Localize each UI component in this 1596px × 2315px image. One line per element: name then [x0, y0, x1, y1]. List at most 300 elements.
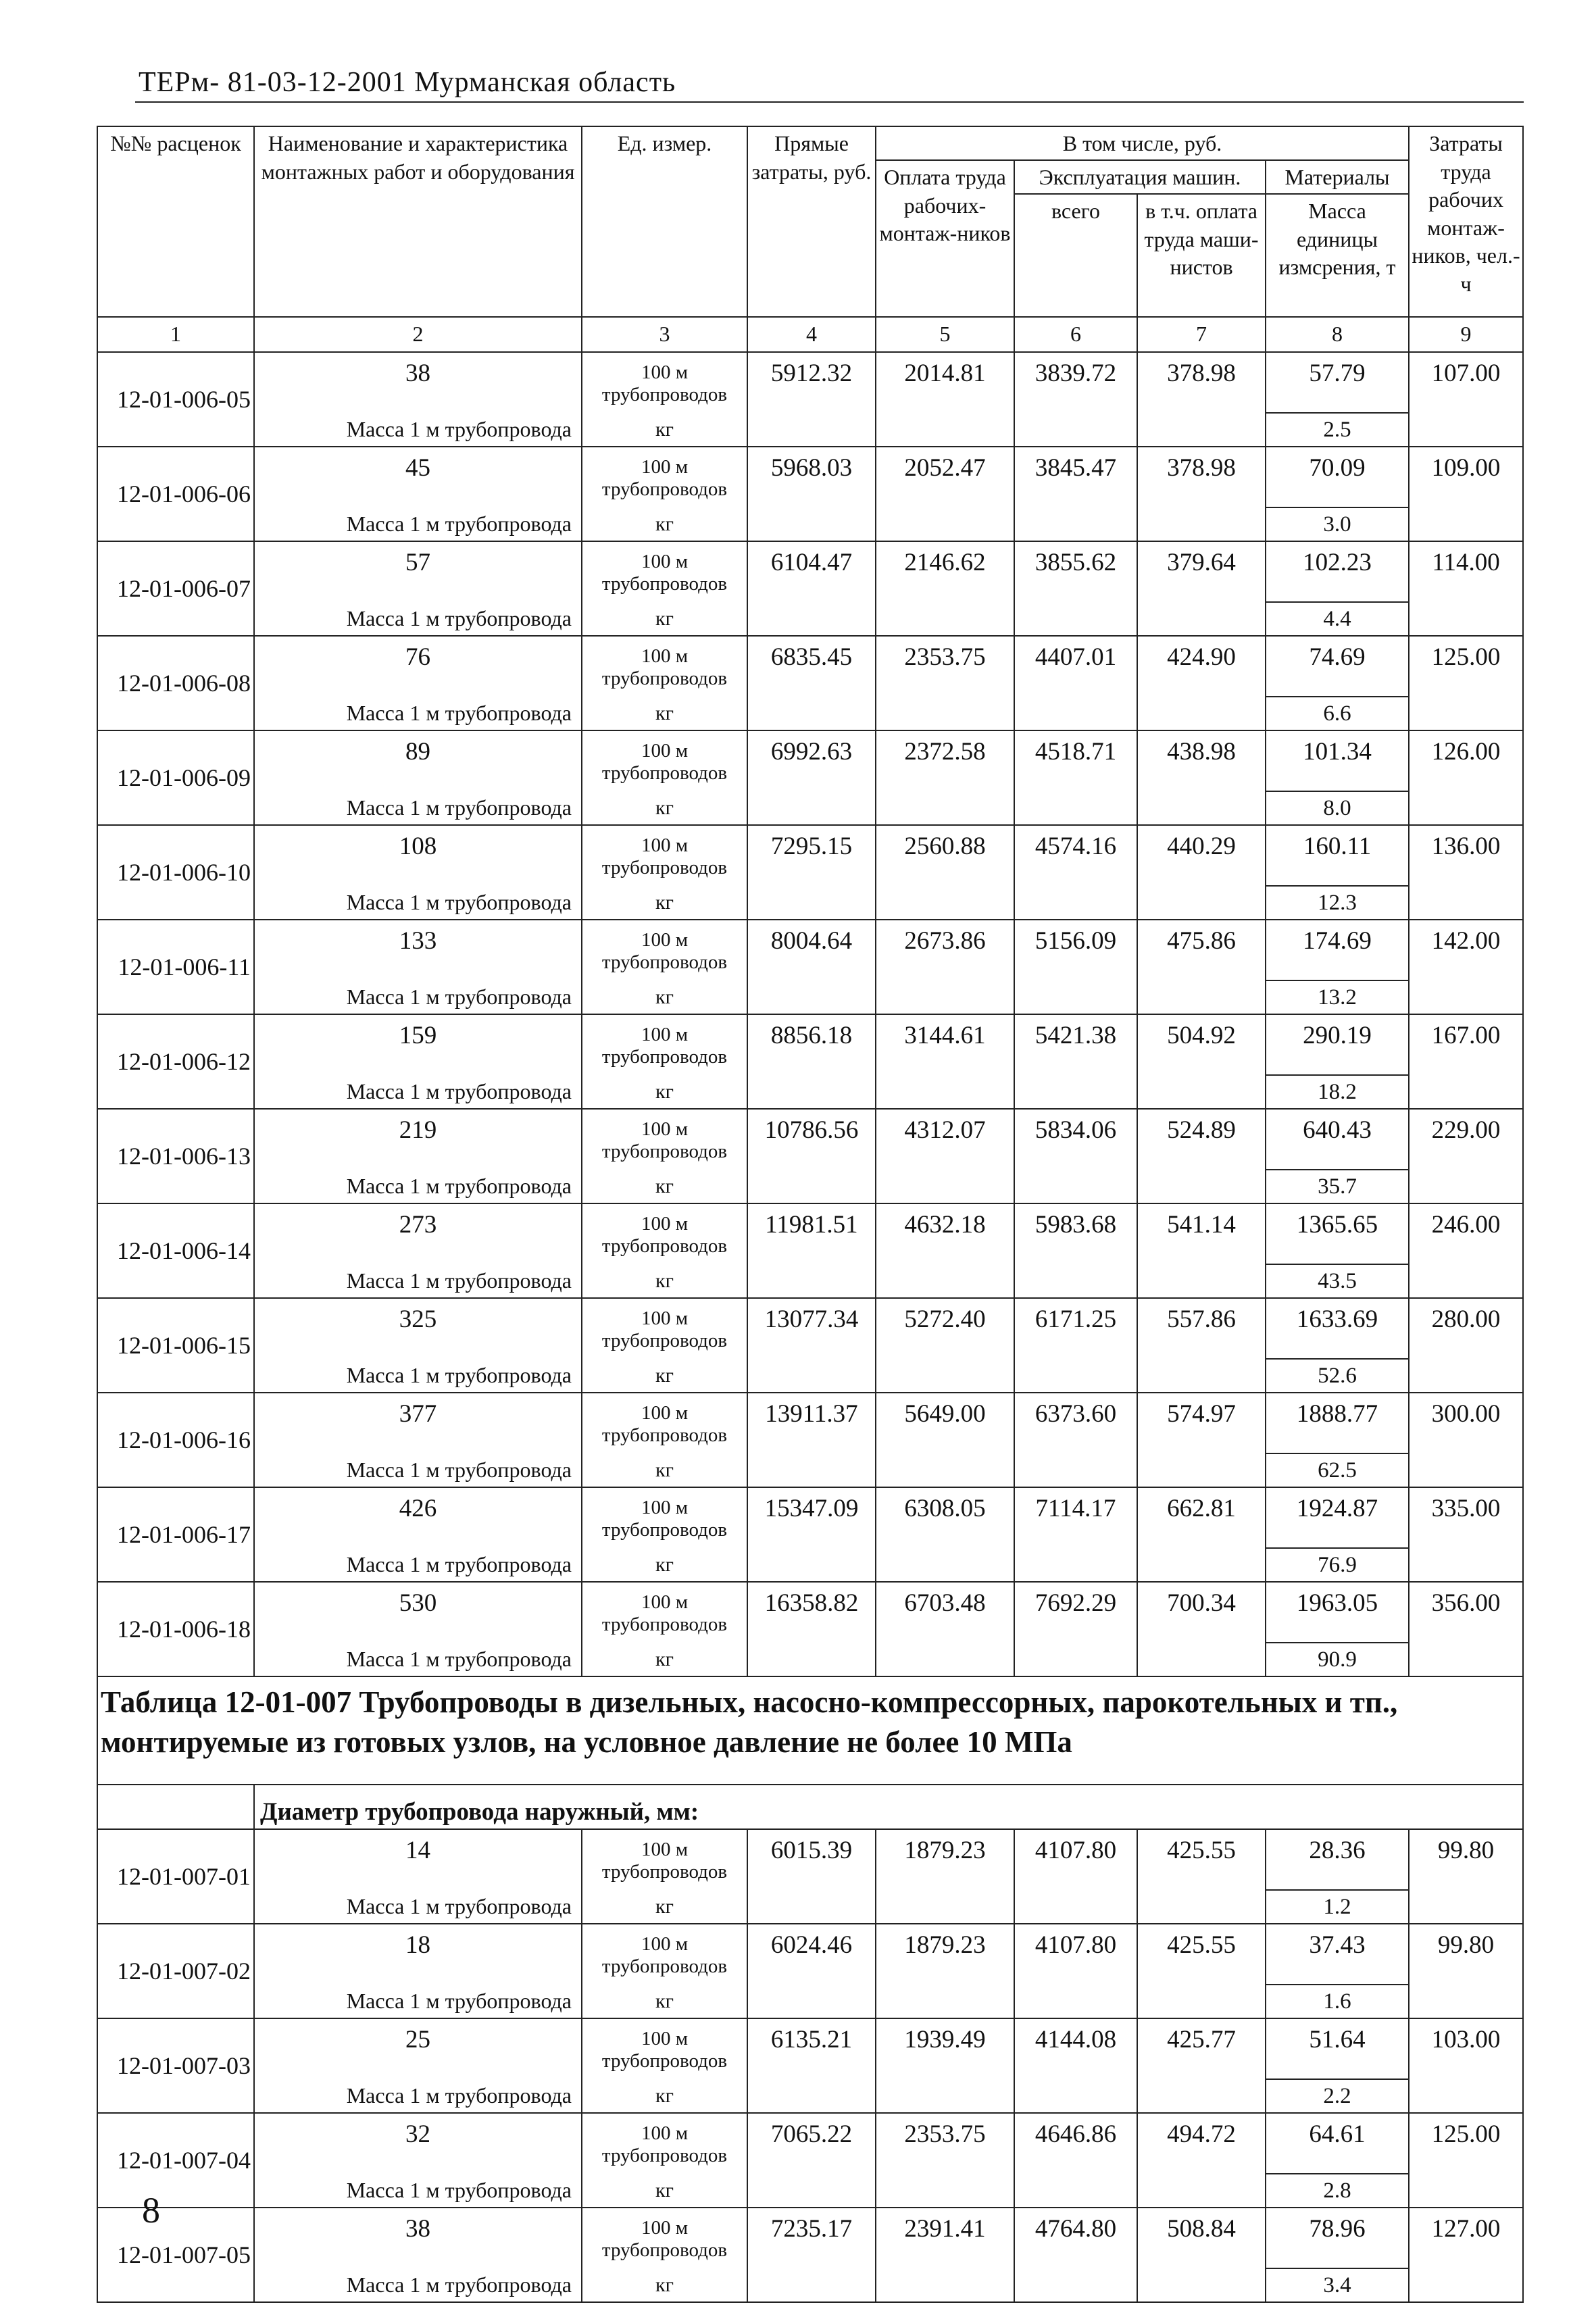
rate-code: 12-01-007-01: [97, 1829, 254, 1924]
pipe-diameter: 219: [254, 1109, 582, 1170]
unit-cell: 100 м трубопроводов: [582, 352, 747, 413]
pipe-mass: 3.0: [1266, 507, 1409, 541]
mass-label: Масса 1 м трубопровода: [254, 1548, 582, 1582]
hours-blank: [1409, 1359, 1523, 1393]
mass-unit: кг: [582, 507, 747, 541]
machines-total: 4518.71: [1014, 730, 1137, 791]
machines-total: 5421.38: [1014, 1014, 1137, 1075]
pipe-mass: 3.4: [1266, 2268, 1409, 2302]
labor-blank: [876, 1890, 1014, 1924]
pipe-diameter: 377: [254, 1393, 582, 1453]
machinist-blank: [1137, 980, 1266, 1014]
col-header-labor-pay: Оплата труда рабочих-монтаж-ников: [876, 160, 1014, 317]
direct-blank: [747, 886, 876, 920]
mass-row: [97, 1359, 1523, 1393]
pipe-diameter: 89: [254, 730, 582, 791]
col-header-code: №№ расценок: [97, 126, 254, 317]
materials-cost: 1924.87: [1266, 1487, 1409, 1548]
labor-hours: 246.00: [1409, 1203, 1523, 1264]
mass-label: Масса 1 м трубопровода: [254, 602, 582, 636]
labor-blank: [876, 507, 1014, 541]
materials-cost: 64.61: [1266, 2113, 1409, 2174]
rate-code: 12-01-007-02: [97, 1924, 254, 2018]
machinist-pay: 541.14: [1137, 1203, 1266, 1264]
rate-code: 12-01-006-12: [97, 1014, 254, 1109]
direct-cost: 6015.39: [747, 1829, 876, 1890]
rate-row: [97, 1014, 1523, 1075]
labor-hours: 109.00: [1409, 447, 1523, 507]
machinist-pay: 425.77: [1137, 2018, 1266, 2079]
hours-blank: [1409, 2174, 1523, 2208]
materials-cost: 290.19: [1266, 1014, 1409, 1075]
direct-blank: [747, 602, 876, 636]
mass-label: Масса 1 м трубопровода: [254, 1359, 582, 1393]
mass-unit: кг: [582, 1264, 747, 1298]
mass-label: Масса 1 м трубопровода: [254, 980, 582, 1014]
page-number: 8: [142, 2190, 160, 2231]
machinist-pay: 504.92: [1137, 1014, 1266, 1075]
machinist-pay: 425.55: [1137, 1924, 1266, 1985]
direct-cost: 15347.09: [747, 1487, 876, 1548]
column-numbers-row: [97, 317, 1523, 352]
mass-label: Масса 1 м трубопровода: [254, 1170, 582, 1203]
direct-cost: 6135.21: [747, 2018, 876, 2079]
machinist-pay: 378.98: [1137, 447, 1266, 507]
labor-pay: 2014.81: [876, 352, 1014, 413]
labor-pay: 5272.40: [876, 1298, 1014, 1359]
pipe-mass: 43.5: [1266, 1264, 1409, 1298]
machines-total: 7692.29: [1014, 1582, 1137, 1643]
labor-blank: [876, 413, 1014, 447]
unit-cell: 100 м трубопроводов: [582, 1582, 747, 1643]
pipe-diameter: 325: [254, 1298, 582, 1359]
mass-label: Масса 1 м трубопровода: [254, 507, 582, 541]
pipe-diameter: 159: [254, 1014, 582, 1075]
pipe-diameter: 25: [254, 2018, 582, 2079]
mass-row: [97, 1264, 1523, 1298]
rate-row: [97, 1109, 1523, 1170]
machinist-blank: [1137, 507, 1266, 541]
hours-blank: [1409, 1985, 1523, 2018]
hours-blank: [1409, 1264, 1523, 1298]
pipe-mass: 2.5: [1266, 413, 1409, 447]
direct-blank: [747, 1264, 876, 1298]
machinist-blank: [1137, 2174, 1266, 2208]
labor-hours: 356.00: [1409, 1582, 1523, 1643]
hours-blank: [1409, 1890, 1523, 1924]
rate-code: 12-01-006-07: [97, 541, 254, 636]
col-header-direct: Прямые затраты, руб.: [747, 126, 876, 317]
rate-row: [97, 352, 1523, 413]
machines-total: 4107.80: [1014, 1924, 1137, 1985]
materials-cost: 74.69: [1266, 636, 1409, 697]
labor-pay: 2372.58: [876, 730, 1014, 791]
rate-row: [97, 636, 1523, 697]
mass-row: [97, 980, 1523, 1014]
mass-unit: кг: [582, 791, 747, 825]
materials-cost: 102.23: [1266, 541, 1409, 602]
direct-cost: 13911.37: [747, 1393, 876, 1453]
materials-cost: 101.34: [1266, 730, 1409, 791]
direct-cost: 5968.03: [747, 447, 876, 507]
pipe-diameter: 530: [254, 1582, 582, 1643]
machinist-blank: [1137, 1075, 1266, 1109]
pipe-mass: 1.2: [1266, 1890, 1409, 1924]
mass-label: Масса 1 м трубопровода: [254, 886, 582, 920]
col-header-labor-hours: Затраты труда рабочих монтаж-ников, чел.-ч: [1409, 126, 1523, 317]
direct-cost: 11981.51: [747, 1203, 876, 1264]
labor-pay: 4312.07: [876, 1109, 1014, 1170]
direct-blank: [747, 791, 876, 825]
materials-cost: 70.09: [1266, 447, 1409, 507]
direct-blank: [747, 507, 876, 541]
unit-cell: 100 м трубопроводов: [582, 447, 747, 507]
machines-blank: [1014, 413, 1137, 447]
labor-hours: 280.00: [1409, 1298, 1523, 1359]
mass-unit: кг: [582, 980, 747, 1014]
mass-label: Масса 1 м трубопровода: [254, 1075, 582, 1109]
materials-cost: 1365.65: [1266, 1203, 1409, 1264]
labor-pay: 4632.18: [876, 1203, 1014, 1264]
machinist-pay: 524.89: [1137, 1109, 1266, 1170]
mass-row: [97, 1985, 1523, 2018]
unit-cell: 100 м трубопроводов: [582, 1487, 747, 1548]
direct-cost: 6104.47: [747, 541, 876, 602]
col-header-machines: Эксплуатация машин.: [1014, 160, 1266, 194]
rate-code: 12-01-006-17: [97, 1487, 254, 1582]
pipe-mass: 35.7: [1266, 1170, 1409, 1203]
machinist-blank: [1137, 2268, 1266, 2302]
mass-unit: кг: [582, 1075, 747, 1109]
column-number: 2: [254, 317, 582, 352]
direct-blank: [747, 1170, 876, 1203]
direct-cost: 8004.64: [747, 920, 876, 980]
pipe-mass: 52.6: [1266, 1359, 1409, 1393]
labor-hours: 300.00: [1409, 1393, 1523, 1453]
labor-blank: [876, 1359, 1014, 1393]
unit-cell: 100 м трубопроводов: [582, 2208, 747, 2268]
column-number: 5: [876, 317, 1014, 352]
machinist-blank: [1137, 1359, 1266, 1393]
machinist-pay: 508.84: [1137, 2208, 1266, 2268]
rate-row: [97, 1487, 1523, 1548]
rate-row: [97, 2018, 1523, 2079]
mass-label: Масса 1 м трубопровода: [254, 2174, 582, 2208]
direct-blank: [747, 1075, 876, 1109]
rate-row: [97, 1298, 1523, 1359]
pipe-diameter: 45: [254, 447, 582, 507]
mass-label: Масса 1 м трубопровода: [254, 1890, 582, 1924]
unit-cell: 100 м трубопроводов: [582, 1829, 747, 1890]
labor-blank: [876, 1548, 1014, 1582]
labor-pay: 3144.61: [876, 1014, 1014, 1075]
rate-code: 12-01-006-11: [97, 920, 254, 1014]
pipe-diameter: 57: [254, 541, 582, 602]
diameter-header-row: [97, 1785, 1523, 1829]
direct-blank: [747, 980, 876, 1014]
pipe-mass: 1.6: [1266, 1985, 1409, 2018]
rate-code: 12-01-007-05: [97, 2208, 254, 2302]
rate-code: 12-01-006-13: [97, 1109, 254, 1203]
hours-blank: [1409, 1453, 1523, 1487]
rate-row: [97, 730, 1523, 791]
rate-code: 12-01-007-04: [97, 2113, 254, 2208]
materials-cost: 78.96: [1266, 2208, 1409, 2268]
rate-code: 12-01-007-03: [97, 2018, 254, 2113]
labor-pay: 1879.23: [876, 1924, 1014, 1985]
labor-blank: [876, 2268, 1014, 2302]
mass-unit: кг: [582, 1359, 747, 1393]
hours-blank: [1409, 697, 1523, 730]
machinist-blank: [1137, 791, 1266, 825]
machines-blank: [1014, 1170, 1137, 1203]
rate-row: [97, 1924, 1523, 1985]
rate-code: 12-01-006-15: [97, 1298, 254, 1393]
mass-unit: кг: [582, 886, 747, 920]
labor-blank: [876, 1264, 1014, 1298]
mass-unit: кг: [582, 2174, 747, 2208]
labor-blank: [876, 2174, 1014, 2208]
direct-blank: [747, 413, 876, 447]
unit-cell: 100 м трубопроводов: [582, 1203, 747, 1264]
labor-blank: [876, 791, 1014, 825]
machines-blank: [1014, 1264, 1137, 1298]
mass-label: Масса 1 м трубопровода: [254, 1264, 582, 1298]
rate-row: [97, 1393, 1523, 1453]
machines-blank: [1014, 2079, 1137, 2113]
machines-total: 4764.80: [1014, 2208, 1137, 2268]
mass-row: [97, 507, 1523, 541]
mass-label: Масса 1 м трубопровода: [254, 2268, 582, 2302]
machinist-blank: [1137, 2079, 1266, 2113]
mass-row: [97, 1643, 1523, 1676]
machinist-pay: 574.97: [1137, 1393, 1266, 1453]
direct-blank: [747, 1548, 876, 1582]
mass-unit: кг: [582, 1170, 747, 1203]
machines-total: 7114.17: [1014, 1487, 1137, 1548]
rate-row: [97, 2113, 1523, 2174]
machines-total: 4646.86: [1014, 2113, 1137, 2174]
labor-pay: 2353.75: [876, 636, 1014, 697]
labor-blank: [876, 1453, 1014, 1487]
hours-blank: [1409, 2268, 1523, 2302]
machinist-blank: [1137, 1453, 1266, 1487]
machinist-pay: 440.29: [1137, 825, 1266, 886]
machines-total: 6373.60: [1014, 1393, 1137, 1453]
labor-pay: 1879.23: [876, 1829, 1014, 1890]
labor-hours: 126.00: [1409, 730, 1523, 791]
materials-cost: 174.69: [1266, 920, 1409, 980]
labor-blank: [876, 1643, 1014, 1676]
unit-cell: 100 м трубопроводов: [582, 1924, 747, 1985]
mass-unit: кг: [582, 413, 747, 447]
unit-cell: 100 м трубопроводов: [582, 1298, 747, 1359]
direct-cost: 5912.32: [747, 352, 876, 413]
diameter-header: Диаметр трубопровода наружный, мм:: [254, 1785, 1523, 1829]
machines-blank: [1014, 2174, 1137, 2208]
machinist-pay: 475.86: [1137, 920, 1266, 980]
machinist-blank: [1137, 602, 1266, 636]
hours-blank: [1409, 1643, 1523, 1676]
direct-blank: [747, 1359, 876, 1393]
unit-cell: 100 м трубопроводов: [582, 541, 747, 602]
machines-blank: [1014, 602, 1137, 636]
materials-cost: 51.64: [1266, 2018, 1409, 2079]
machinist-blank: [1137, 1890, 1266, 1924]
hours-blank: [1409, 2079, 1523, 2113]
pipe-mass: 18.2: [1266, 1075, 1409, 1109]
column-number: 6: [1014, 317, 1137, 352]
mass-row: [97, 2174, 1523, 2208]
materials-cost: 640.43: [1266, 1109, 1409, 1170]
column-number: 9: [1409, 317, 1523, 352]
mass-row: [97, 2268, 1523, 2302]
mass-row: [97, 1075, 1523, 1109]
direct-cost: 6992.63: [747, 730, 876, 791]
machines-blank: [1014, 697, 1137, 730]
labor-hours: 125.00: [1409, 636, 1523, 697]
direct-blank: [747, 1453, 876, 1487]
machines-blank: [1014, 1890, 1137, 1924]
pipe-diameter: 426: [254, 1487, 582, 1548]
direct-blank: [747, 2079, 876, 2113]
mass-row: [97, 1548, 1523, 1582]
rate-row: [97, 1829, 1523, 1890]
labor-hours: 114.00: [1409, 541, 1523, 602]
materials-cost: 37.43: [1266, 1924, 1409, 1985]
mass-unit: кг: [582, 1453, 747, 1487]
machinist-blank: [1137, 1264, 1266, 1298]
unit-cell: 100 м трубопроводов: [582, 636, 747, 697]
pipe-mass: 6.6: [1266, 697, 1409, 730]
machines-total: 5834.06: [1014, 1109, 1137, 1170]
column-number: 7: [1137, 317, 1266, 352]
mass-row: [97, 886, 1523, 920]
machines-blank: [1014, 980, 1137, 1014]
unit-cell: 100 м трубопроводов: [582, 920, 747, 980]
mass-row: [97, 413, 1523, 447]
rate-code: 12-01-006-16: [97, 1393, 254, 1487]
hours-blank: [1409, 886, 1523, 920]
unit-cell: 100 м трубопроводов: [582, 1109, 747, 1170]
col-header-name: Наименование и характеристика монтажных работ и оборудования: [254, 126, 582, 317]
rate-code: 12-01-006-10: [97, 825, 254, 920]
direct-blank: [747, 1890, 876, 1924]
machines-blank: [1014, 2268, 1137, 2302]
labor-blank: [876, 1075, 1014, 1109]
pipe-diameter: 18: [254, 1924, 582, 1985]
rate-row: [97, 447, 1523, 507]
unit-cell: 100 м трубопроводов: [582, 730, 747, 791]
rate-code: 12-01-006-09: [97, 730, 254, 825]
direct-blank: [747, 2268, 876, 2302]
labor-pay: 2052.47: [876, 447, 1014, 507]
pipe-mass: 13.2: [1266, 980, 1409, 1014]
rates-table: [97, 126, 1524, 2303]
rate-code: 12-01-006-06: [97, 447, 254, 541]
pipe-mass: 4.4: [1266, 602, 1409, 636]
direct-blank: [747, 2174, 876, 2208]
direct-blank: [747, 1643, 876, 1676]
labor-blank: [876, 1985, 1014, 2018]
hours-blank: [1409, 980, 1523, 1014]
machines-blank: [1014, 1643, 1137, 1676]
col-header-unit: Ед. измер.: [582, 126, 747, 317]
hours-blank: [1409, 1170, 1523, 1203]
materials-cost: 1888.77: [1266, 1393, 1409, 1453]
rate-row: [97, 2208, 1523, 2268]
mass-unit: кг: [582, 1643, 747, 1676]
machines-blank: [1014, 791, 1137, 825]
rate-row: [97, 1203, 1523, 1264]
direct-cost: 6024.46: [747, 1924, 876, 1985]
col-header-including: В том числе, руб.: [876, 126, 1409, 160]
col-header-machines-total: всего: [1014, 194, 1137, 317]
machinist-pay: 425.55: [1137, 1829, 1266, 1890]
pipe-diameter: 108: [254, 825, 582, 886]
hours-blank: [1409, 791, 1523, 825]
hours-blank: [1409, 1548, 1523, 1582]
pipe-mass: 90.9: [1266, 1643, 1409, 1676]
machinist-pay: 557.86: [1137, 1298, 1266, 1359]
mass-row: [97, 1170, 1523, 1203]
unit-cell: 100 м трубопроводов: [582, 1014, 747, 1075]
pipe-diameter: 38: [254, 352, 582, 413]
labor-hours: 136.00: [1409, 825, 1523, 886]
labor-pay: 2353.75: [876, 2113, 1014, 2174]
mass-row: [97, 1890, 1523, 1924]
labor-pay: 2146.62: [876, 541, 1014, 602]
hours-blank: [1409, 1075, 1523, 1109]
direct-cost: 10786.56: [747, 1109, 876, 1170]
machines-blank: [1014, 1453, 1137, 1487]
column-number: 8: [1266, 317, 1409, 352]
unit-cell: 100 м трубопроводов: [582, 2018, 747, 2079]
materials-cost: 1633.69: [1266, 1298, 1409, 1359]
mass-unit: кг: [582, 2079, 747, 2113]
materials-cost: 57.79: [1266, 352, 1409, 413]
machinist-pay: 379.64: [1137, 541, 1266, 602]
machinist-blank: [1137, 1548, 1266, 1582]
diameter-header-blank: [97, 1785, 254, 1829]
mass-row: [97, 2079, 1523, 2113]
labor-hours: 142.00: [1409, 920, 1523, 980]
unit-cell: 100 м трубопроводов: [582, 825, 747, 886]
labor-blank: [876, 1170, 1014, 1203]
machines-total: 5983.68: [1014, 1203, 1137, 1264]
pipe-diameter: 133: [254, 920, 582, 980]
col-header-unit-mass: Масса единицы измсрения, т: [1266, 194, 1409, 317]
table-title: Таблица 12-01-007 Трубопроводы в дизельных, насосно-компрессорных, парокотельных и тп., монтируемые из готовых узлов, на условное давление не более 10 МПа: [97, 1676, 1523, 1785]
rate-row: [97, 541, 1523, 602]
labor-hours: 127.00: [1409, 2208, 1523, 2268]
labor-blank: [876, 697, 1014, 730]
labor-pay: 5649.00: [876, 1393, 1014, 1453]
col-header-machinist-pay: в т.ч. оплата труда маши-нистов: [1137, 194, 1266, 317]
mass-label: Масса 1 м трубопровода: [254, 1643, 582, 1676]
column-number: 1: [97, 317, 254, 352]
machinist-blank: [1137, 1643, 1266, 1676]
direct-cost: 8856.18: [747, 1014, 876, 1075]
pipe-diameter: 14: [254, 1829, 582, 1890]
pipe-mass: 62.5: [1266, 1453, 1409, 1487]
pipe-mass: 8.0: [1266, 791, 1409, 825]
column-number: 3: [582, 317, 747, 352]
machines-blank: [1014, 507, 1137, 541]
direct-blank: [747, 697, 876, 730]
hours-blank: [1409, 602, 1523, 636]
direct-cost: 13077.34: [747, 1298, 876, 1359]
